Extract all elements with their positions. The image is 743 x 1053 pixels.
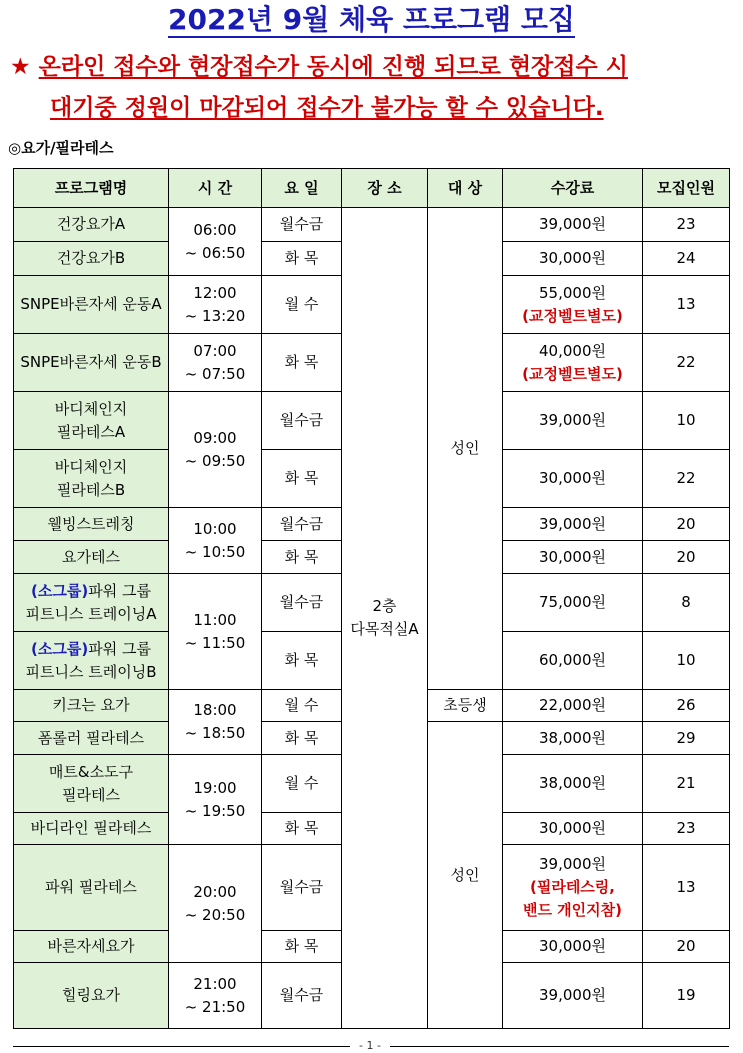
fee-cell: 39,000원 <box>503 208 643 242</box>
header-program: 프로그램명 <box>14 169 169 208</box>
fee-cell: 75,000원 <box>503 574 643 632</box>
capacity-cell: 24 <box>643 242 730 276</box>
day-cell: 화 목 <box>262 334 342 392</box>
day-cell: 화 목 <box>262 632 342 690</box>
fee-cell: 30,000원 <box>503 541 643 574</box>
program-name: SNPE바른자세 운동A <box>14 276 169 334</box>
small-group-tag: (소그룹) <box>31 639 89 658</box>
fee-cell: 39,000원 (필라테스링, 밴드 개인지참) <box>503 845 643 931</box>
header-capacity: 모집인원 <box>643 169 730 208</box>
notice-line-2: 대기중 정원이 마감되어 접수가 불가능 할 수 있습니다. <box>50 95 604 121</box>
program-name: 힐링요가 <box>14 963 169 1029</box>
target-cell: 성인 <box>428 208 503 690</box>
place-cell: 2층 다목적실A <box>342 208 428 1029</box>
header-target: 대 상 <box>428 169 503 208</box>
capacity-cell: 22 <box>643 450 730 508</box>
capacity-cell: 8 <box>643 574 730 632</box>
time-cell: 20:00 ~ 20:50 <box>169 845 262 963</box>
program-name: 바디체인지 필라테스B <box>14 450 169 508</box>
program-name: 건강요가B <box>14 242 169 276</box>
capacity-cell: 10 <box>643 632 730 690</box>
program-name: 키크는 요가 <box>14 690 169 722</box>
day-cell: 월 수 <box>262 276 342 334</box>
header-place: 장 소 <box>342 169 428 208</box>
day-cell: 월수금 <box>262 508 342 541</box>
schedule-table <box>13 168 730 1029</box>
program-name: (소그룹)파워 그룹 피트니스 트레이닝A <box>14 574 169 632</box>
time-cell: 21:00 ~ 21:50 <box>169 963 262 1029</box>
program-name: 웰빙스트레칭 <box>14 508 169 541</box>
fee-cell: 22,000원 <box>503 690 643 722</box>
time-cell: 09:00 ~ 09:50 <box>169 392 262 508</box>
header-time: 시 간 <box>169 169 262 208</box>
capacity-cell: 10 <box>643 392 730 450</box>
day-cell: 화 목 <box>262 722 342 755</box>
fee-cell: 39,000원 <box>503 392 643 450</box>
page-number: - 1 - <box>350 1040 390 1052</box>
table-row <box>14 208 730 242</box>
capacity-cell: 20 <box>643 541 730 574</box>
fee-cell: 55,000원 (교정벨트별도) <box>503 276 643 334</box>
fee-cell: 60,000원 <box>503 632 643 690</box>
day-cell: 월수금 <box>262 208 342 242</box>
program-name: 바디체인지 필라테스A <box>14 392 169 450</box>
time-cell: 10:00 ~ 10:50 <box>169 508 262 574</box>
table-header-row <box>14 169 730 208</box>
page-title: 2022년 9월 체육 프로그램 모집 <box>168 3 575 36</box>
day-cell: 화 목 <box>262 450 342 508</box>
program-name: SNPE바른자세 운동B <box>14 334 169 392</box>
fee-cell: 30,000원 <box>503 931 643 963</box>
capacity-cell: 20 <box>643 931 730 963</box>
day-cell: 화 목 <box>262 541 342 574</box>
day-cell: 화 목 <box>262 242 342 276</box>
capacity-cell: 29 <box>643 722 730 755</box>
capacity-cell: 23 <box>643 208 730 242</box>
program-name: 요가테스 <box>14 541 169 574</box>
fee-cell: 30,000원 <box>503 450 643 508</box>
day-cell: 화 목 <box>262 931 342 963</box>
capacity-cell: 22 <box>643 334 730 392</box>
day-cell: 화 목 <box>262 813 342 845</box>
star-icon: ★ <box>10 54 31 80</box>
program-name: 건강요가A <box>14 208 169 242</box>
fee-cell: 38,000원 <box>503 722 643 755</box>
program-name: 바른자세요가 <box>14 931 169 963</box>
header-day: 요 일 <box>262 169 342 208</box>
time-cell: 11:00 ~ 11:50 <box>169 574 262 690</box>
time-cell: 19:00 ~ 19:50 <box>169 755 262 845</box>
target-cell: 성인 <box>428 722 503 1029</box>
notice-line-1: ★ 온라인 접수와 현장접수가 동시에 진행 되므로 현장접수 시 <box>10 54 628 80</box>
time-cell: 12:00 ~ 13:20 <box>169 276 262 334</box>
fee-cell: 39,000원 <box>503 963 643 1029</box>
fee-cell: 30,000원 <box>503 813 643 845</box>
capacity-cell: 23 <box>643 813 730 845</box>
capacity-cell: 21 <box>643 755 730 813</box>
capacity-cell: 13 <box>643 845 730 931</box>
program-name: 바디라인 필라테스 <box>14 813 169 845</box>
day-cell: 월수금 <box>262 574 342 632</box>
time-cell: 18:00 ~ 18:50 <box>169 690 262 755</box>
fee-note: 밴드 개인지참) <box>522 901 623 919</box>
day-cell: 월수금 <box>262 392 342 450</box>
day-cell: 월 수 <box>262 755 342 813</box>
program-name: 매트&소도구 필라테스 <box>14 755 169 813</box>
day-cell: 월수금 <box>262 963 342 1029</box>
capacity-cell: 19 <box>643 963 730 1029</box>
time-cell: 06:00 ~ 06:50 <box>169 208 262 276</box>
fee-note: (교정벨트별도) <box>522 306 623 325</box>
section-label: ◎요가/필라테스 <box>8 139 114 157</box>
fee-cell: 38,000원 <box>503 755 643 813</box>
fee-cell: 40,000원 (교정벨트별도) <box>503 334 643 392</box>
small-group-tag: (소그룹) <box>31 581 89 600</box>
fee-note: (교정벨트별도) <box>522 364 623 383</box>
header-fee: 수강료 <box>503 169 643 208</box>
day-cell: 월 수 <box>262 690 342 722</box>
day-cell: 월수금 <box>262 845 342 931</box>
fee-cell: 39,000원 <box>503 508 643 541</box>
fee-note: (필라테스링, <box>529 878 615 896</box>
capacity-cell: 13 <box>643 276 730 334</box>
fee-cell: 30,000원 <box>503 242 643 276</box>
program-name: 파워 필라테스 <box>14 845 169 931</box>
time-cell: 07:00 ~ 07:50 <box>169 334 262 392</box>
program-name: (소그룹)파워 그룹 피트니스 트레이닝B <box>14 632 169 690</box>
program-name: 폼롤러 필라테스 <box>14 722 169 755</box>
target-cell: 초등생 <box>428 690 503 722</box>
capacity-cell: 26 <box>643 690 730 722</box>
capacity-cell: 20 <box>643 508 730 541</box>
